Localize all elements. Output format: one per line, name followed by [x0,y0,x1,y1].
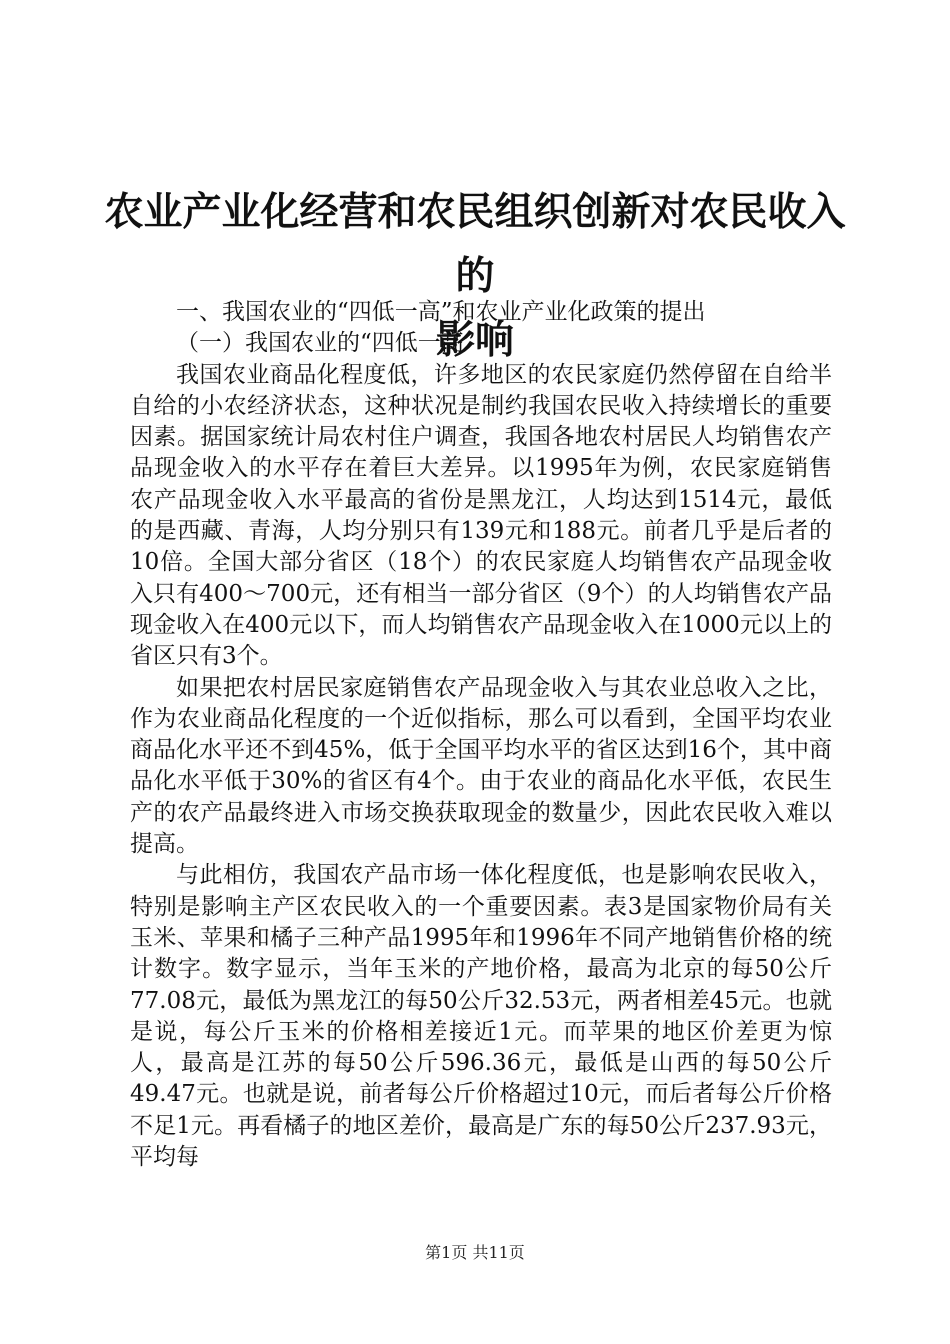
page-footer: 第1页 共11页 [425,1243,525,1262]
section-heading: 一、我国农业的“四低一高”和农业产业化政策的提出 [176,299,706,325]
title-line-2: 影响 [435,317,514,363]
document-body [130,297,832,1173]
paragraph: 我国农业商品化程度低，许多地区的农民家庭仍然停留在自给半自给的小农经济状态，这种状况是制约我国农民收入持续增长的重要因素。据国家统计局农村住户调查，我国各地农村居民人均销售农产品现金收入的水平存在着巨大差异。以1995年为例，农民家庭销售农产品现金收入水平最高的省份是黑龙江，人均达到1514元，最低的是西藏、青海，人均分别只有139元和188元。前者几乎是后者的10倍。全国大部分省区（18个）的农民家庭人均销售农产品现金收入只有400～700元，还有相当一部分省区（9个）的人均销售农产品现金收入在400元以下，而人均销售农产品现金收入在1000元以上的省区只有3个。 [130,361,832,670]
title-line-1: 农业产业化经营和农民组织创新对农民收入的 [104,189,846,299]
subsection-heading: （一）我国农业的“四低一高” [176,330,476,357]
paragraph: 与此相仿，我国农产品市场一体化程度低，也是影响农民收入，特别是影响主产区农民收入的一个重要因素。表3是国家物价局有关玉米、苹果和橘子三种产品1995年和1996年不同产地销售价格的统计数字。数字显示，当年玉米的产地价格，最高为北京的每50公斤77.08元，最低为黑龙江的每50公斤32.53元，两者相差45元。也就是说，每公斤玉米的价格相差接近1元。而苹果的地区价差更为惊人，最高是江苏的每50公斤596.36元，最低是山西的每50公斤49.47元。也就是说，前者每公斤价格超过10元，而后者每公斤价格不足1元。再看橘子的地区差价，最高是广东的每50公斤237.93元，平均每 [130,862,832,1171]
paragraph: 如果把农村居民家庭销售农产品现金收入与其农业总收入之比，作为农业商品化程度的一个近似指标，那么可以看到，全国平均农业商品化水平还不到45%，低于全国平均水平的省区达到16个，其中商品化水平低于30%的省区有4个。由于农业的商品化水平低，农民生产的农产品最终进入市场交换获取现金的数量少，因此农民收入难以提高。 [130,674,832,858]
